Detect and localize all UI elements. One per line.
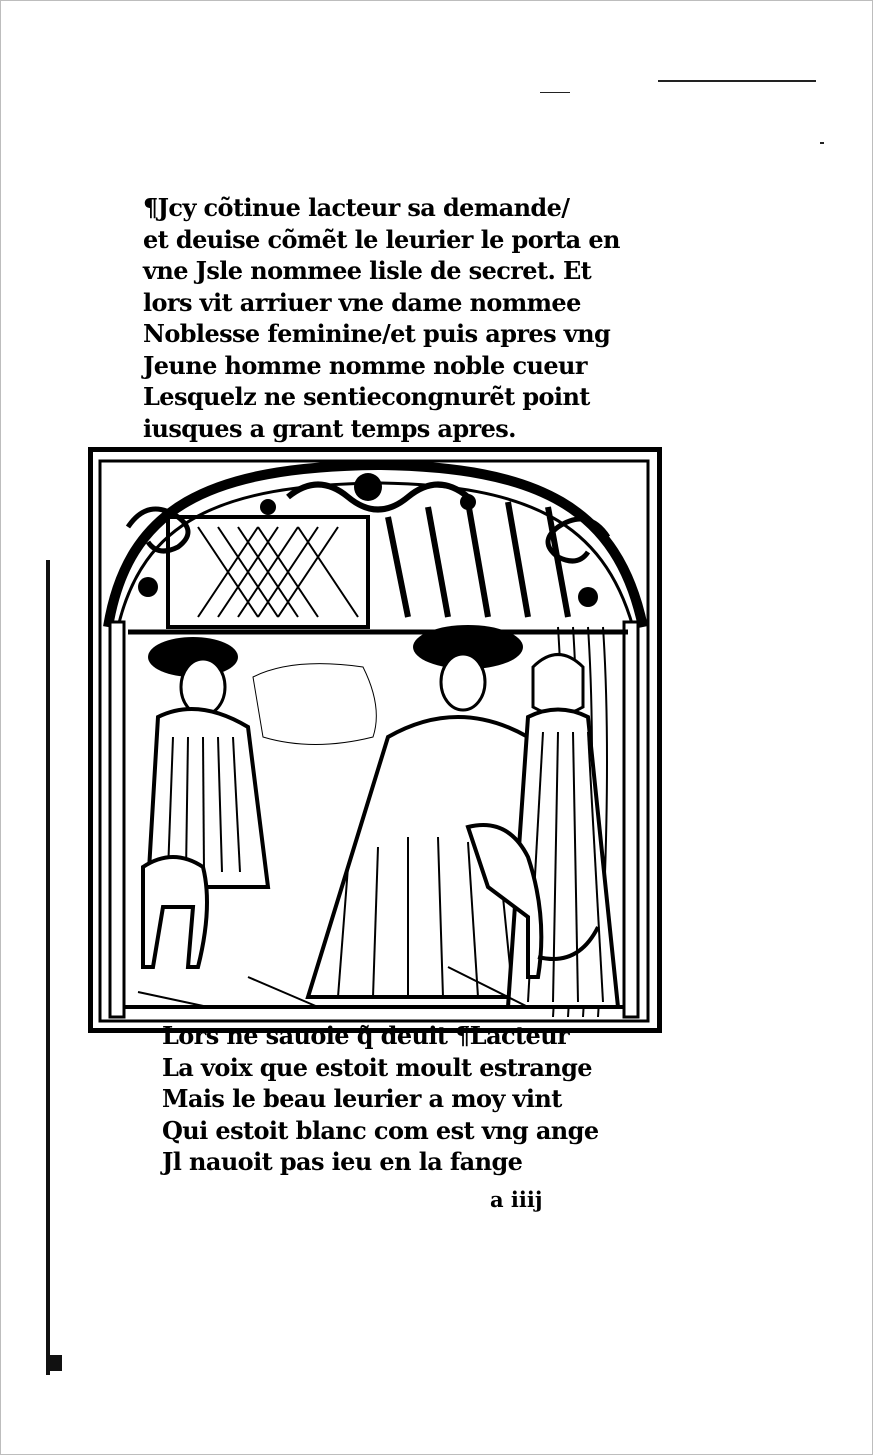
ink-speck: [820, 142, 824, 144]
folio-signature: a iiij: [490, 1187, 543, 1212]
verse-block: [162, 1020, 612, 1178]
heading-line: Noblesse feminine/et puis apres vng: [143, 319, 611, 348]
heading-line: ¶Jcy cõtinue lacteur sa demande/: [143, 193, 570, 222]
heading-line: iusques a grant temps apres.: [143, 413, 516, 443]
woodcut-illustration-icon: [88, 447, 662, 1033]
verse-line: Qui estoit blanc com est vng ange: [162, 1115, 599, 1145]
heading-line: Lesquelz ne sentiecongnurẽt point: [143, 382, 590, 411]
verse-line: Mais le beau leurier a moy vint: [162, 1084, 562, 1113]
chapter-heading: [143, 192, 620, 444]
ink-speck: [540, 92, 570, 93]
heading-line: vne Jsle nommee lisle de secret. Et: [143, 256, 592, 285]
binding-gutter-mark: [48, 1355, 62, 1371]
binding-gutter-shadow: [46, 560, 50, 1375]
verse-line: Jl nauoit pas ieu en la fange: [162, 1147, 523, 1176]
heading-line: Jeune homme nomme noble cueur: [143, 350, 587, 380]
verse-line: Lors ne sauoie q̃ deuit ¶Lacteur: [162, 1021, 570, 1050]
top-ink-rule: [658, 80, 816, 82]
verse-line: La voix que estoit moult estrange: [162, 1052, 592, 1082]
heading-line: lors vit arriuer vne dame nommee: [143, 287, 581, 317]
heading-line: et deuise cõmẽt le leurier le porta en: [143, 224, 620, 254]
